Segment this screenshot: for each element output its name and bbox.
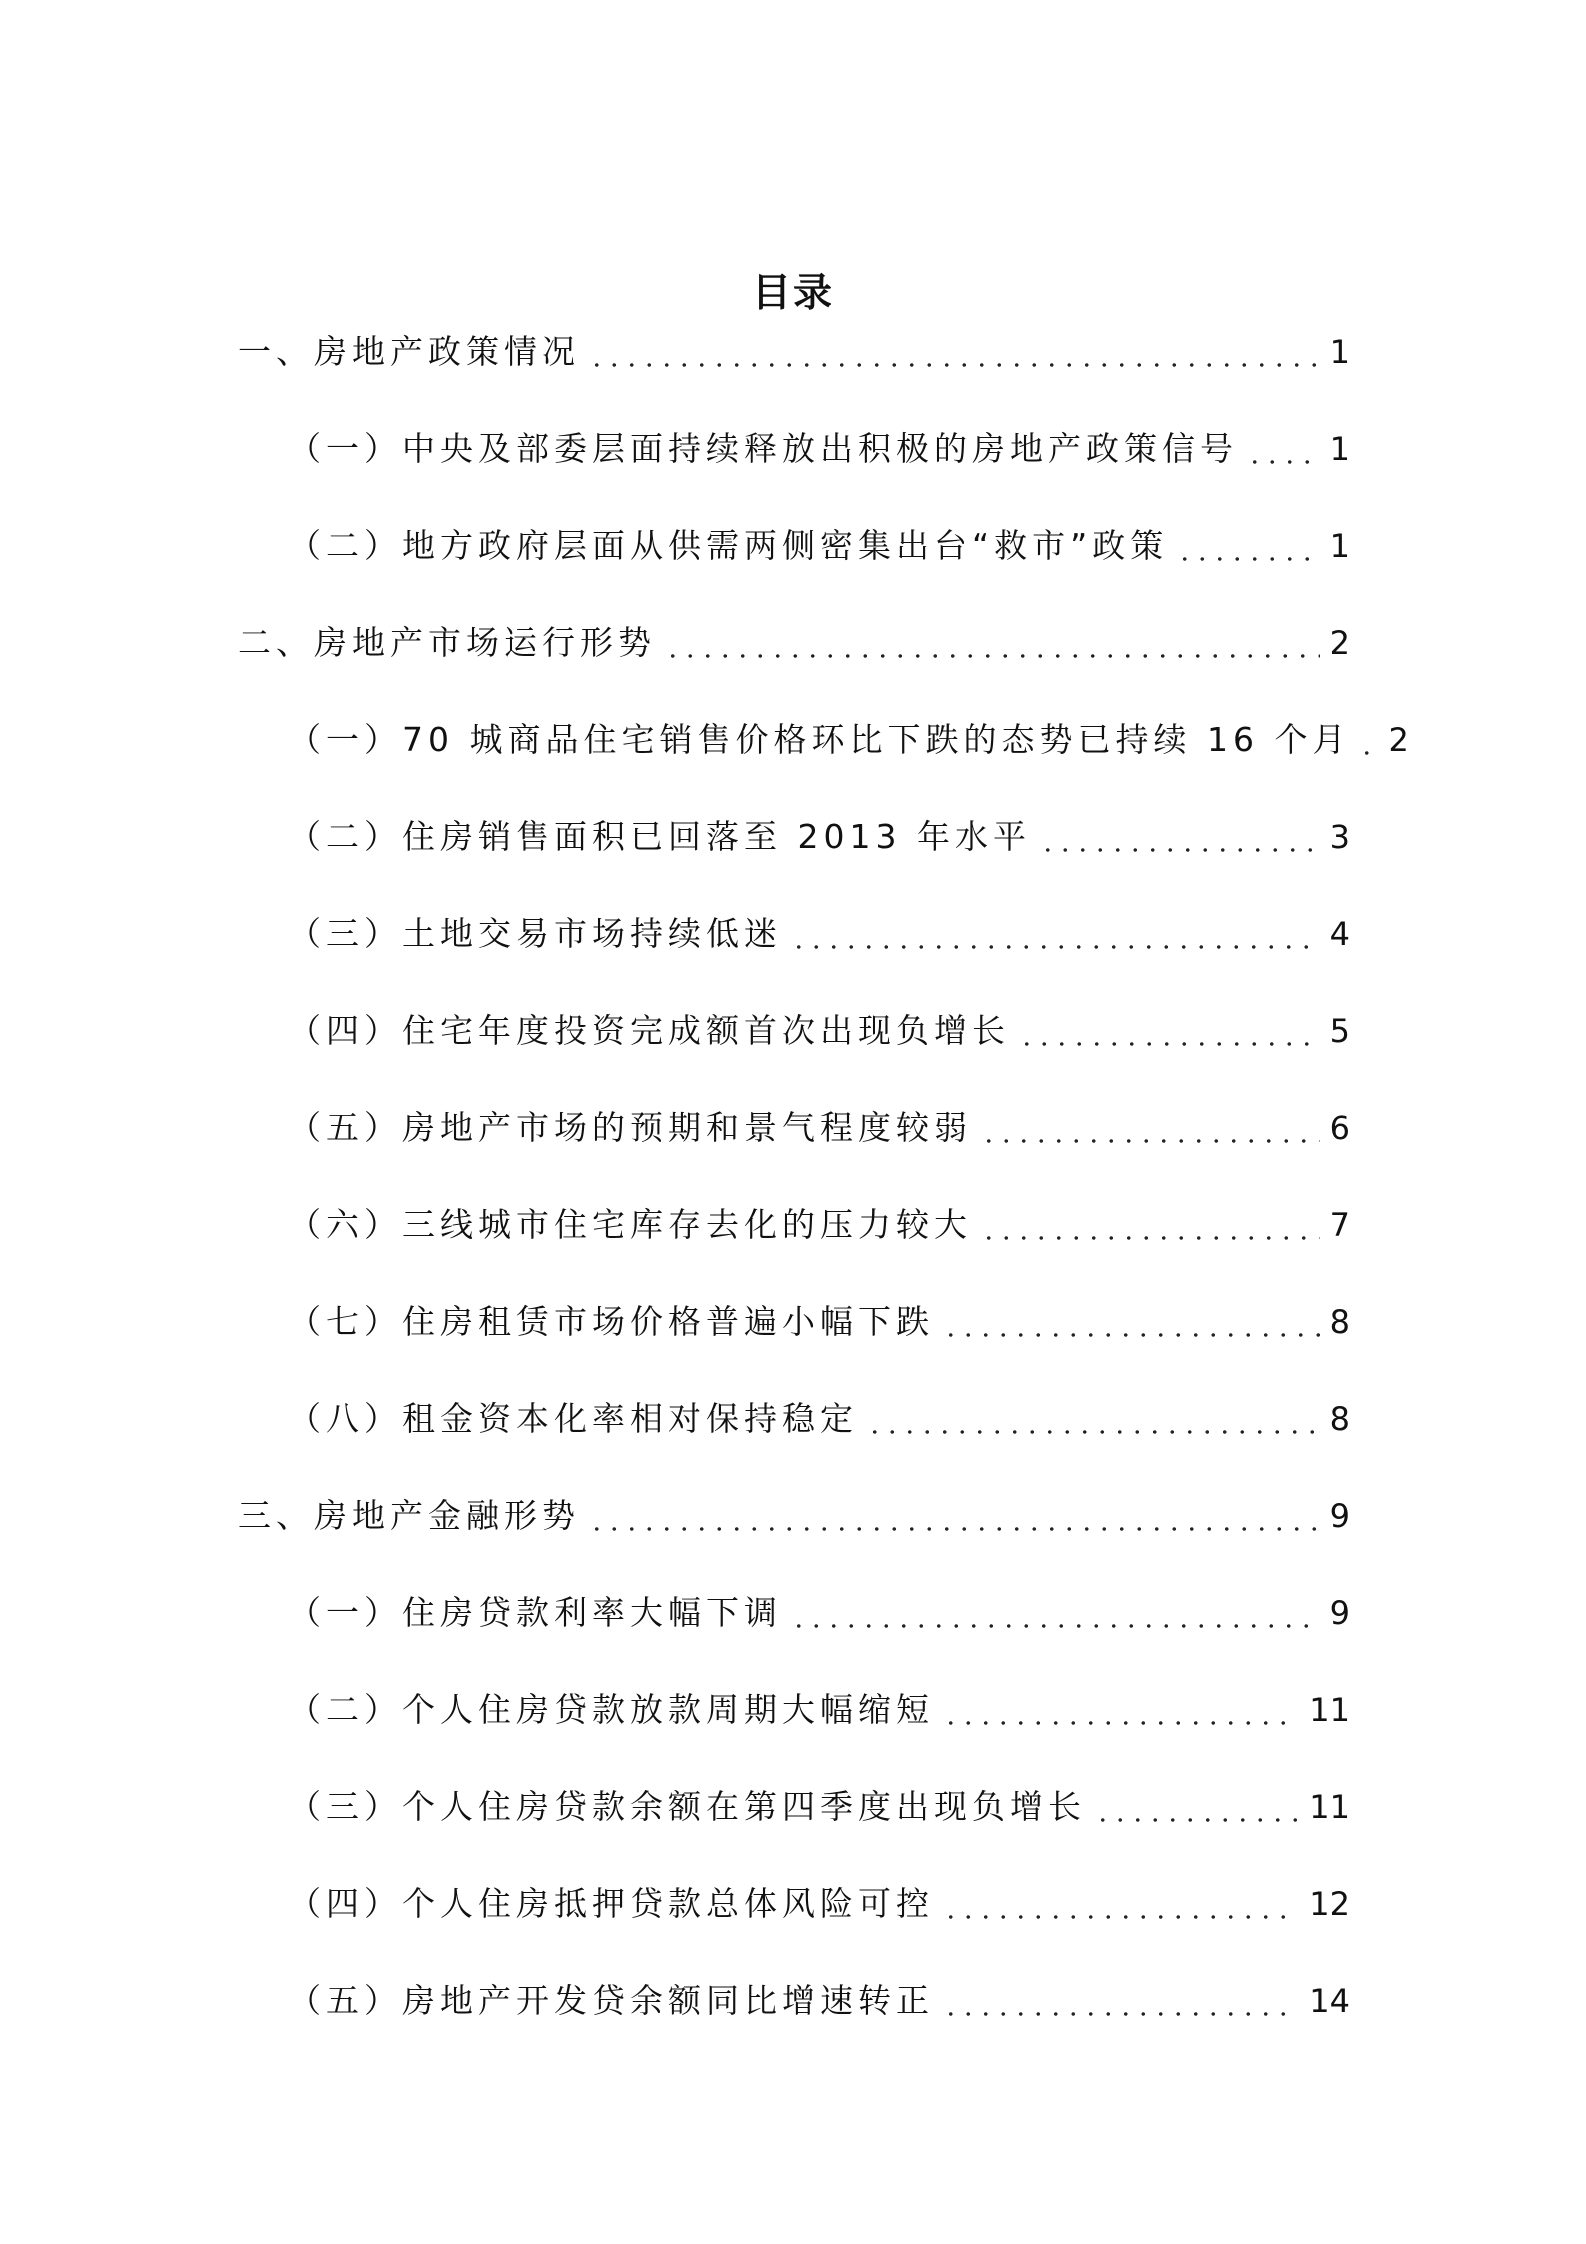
toc-entry-1[interactable] xyxy=(0,320,1586,380)
toc-entry-1-1[interactable] xyxy=(0,417,1586,477)
toc-page-number: 8 xyxy=(1329,1400,1350,1438)
toc-dot-leader xyxy=(1018,1042,1320,1046)
toc-page-number: 6 xyxy=(1329,1109,1350,1147)
toc-entry-text: （四）个人住房抵押贷款总体风险可控 xyxy=(288,1884,934,1923)
toc-entry-text: （一）中央及部委层面持续释放出积极的房地产政策信号 xyxy=(288,429,1238,468)
toc-entry-3-3[interactable] xyxy=(0,1775,1586,1835)
toc-dot-leader xyxy=(980,1139,1320,1143)
toc-page-number: 14 xyxy=(1309,1982,1350,2020)
toc-entry-text: （六）三线城市住宅库存去化的压力较大 xyxy=(288,1205,972,1244)
toc-entry-3-2[interactable] xyxy=(0,1678,1586,1738)
toc-entry-1-2[interactable] xyxy=(0,514,1586,574)
toc-dot-leader xyxy=(866,1430,1320,1434)
toc-title: 目录 xyxy=(751,271,834,317)
toc-entry-2-2[interactable] xyxy=(0,805,1586,865)
toc-dot-leader xyxy=(942,2012,1299,2016)
toc-dot-leader xyxy=(790,945,1320,949)
toc-entry-text: （七）住房租赁市场价格普遍小幅下跌 xyxy=(288,1302,934,1341)
toc-entry-text: （一）住房贷款利率大幅下调 xyxy=(288,1593,782,1632)
toc-page-number: 4 xyxy=(1329,915,1350,953)
toc-entry-3[interactable] xyxy=(0,1484,1586,1544)
toc-entry-text: （五）房地产市场的预期和景气程度较弱 xyxy=(288,1108,972,1147)
toc-dot-leader xyxy=(1039,848,1320,852)
toc-entry-3-1[interactable] xyxy=(0,1581,1586,1641)
toc-page-number: 2 xyxy=(1388,721,1409,759)
toc-dot-leader xyxy=(588,363,1320,367)
toc-dot-leader xyxy=(942,1721,1299,1725)
toc-dot-leader xyxy=(664,654,1320,658)
toc-entry-text: （三）个人住房贷款余额在第四季度出现负增长 xyxy=(288,1787,1086,1826)
toc-entry-3-5[interactable] xyxy=(0,1969,1586,2029)
toc-dot-leader xyxy=(980,1236,1320,1240)
toc-page-number: 5 xyxy=(1329,1012,1350,1050)
toc-entry-text: （二）住房销售面积已回落至 2013 年水平 xyxy=(288,817,1031,856)
toc-page-number: 9 xyxy=(1329,1594,1350,1632)
toc-dot-leader xyxy=(1246,460,1320,464)
toc-page-number: 8 xyxy=(1329,1303,1350,1341)
toc-entry-text: （三）土地交易市场持续低迷 xyxy=(288,914,782,953)
toc-entry-text: 一、房地产政策情况 xyxy=(238,332,580,371)
toc-entry-2-8[interactable] xyxy=(0,1387,1586,1447)
toc-entry-text: 三、房地产金融形势 xyxy=(238,1496,580,1535)
toc-dot-leader xyxy=(942,1915,1299,1919)
toc-dot-leader xyxy=(1176,557,1319,561)
toc-entry-3-4[interactable] xyxy=(0,1872,1586,1932)
toc-entry-text: （二）个人住房贷款放款周期大幅缩短 xyxy=(288,1690,934,1729)
toc-page-number: 1 xyxy=(1329,430,1350,468)
toc-page-number: 3 xyxy=(1329,818,1350,856)
toc-page-number: 1 xyxy=(1329,333,1350,371)
toc-entry-2[interactable] xyxy=(0,611,1586,671)
toc-page-number: 12 xyxy=(1309,1885,1350,1923)
toc-entry-text: （二）地方政府层面从供需两侧密集出台“救市”政策 xyxy=(288,526,1169,565)
toc-page-number: 9 xyxy=(1329,1497,1350,1535)
toc-entry-2-6[interactable] xyxy=(0,1193,1586,1253)
toc-entry-2-4[interactable] xyxy=(0,999,1586,1059)
toc-page-number: 11 xyxy=(1309,1691,1350,1729)
toc-entry-2-1[interactable] xyxy=(0,708,1586,768)
toc-dot-leader xyxy=(942,1333,1320,1337)
toc-dot-leader xyxy=(1094,1818,1299,1822)
toc-entry-2-5[interactable] xyxy=(0,1096,1586,1156)
toc-entry-text: 二、房地产市场运行形势 xyxy=(238,623,656,662)
toc-entry-text: （八）租金资本化率相对保持稳定 xyxy=(288,1399,858,1438)
toc-page-number: 2 xyxy=(1329,624,1350,662)
toc-entry-2-7[interactable] xyxy=(0,1290,1586,1350)
toc-entry-text: （一）70 城商品住宅销售价格环比下跌的态势已持续 16 个月 xyxy=(288,720,1351,759)
toc-page-number: 11 xyxy=(1309,1788,1350,1826)
toc-entry-2-3[interactable] xyxy=(0,902,1586,962)
toc-page-number: 7 xyxy=(1329,1206,1350,1244)
toc-dot-leader xyxy=(588,1527,1320,1531)
toc-entry-text: （四）住宅年度投资完成额首次出现负增长 xyxy=(288,1011,1010,1050)
toc-page-number: 1 xyxy=(1329,527,1350,565)
toc-dot-leader xyxy=(790,1624,1320,1628)
toc-entry-text: （五）房地产开发贷余额同比增速转正 xyxy=(288,1981,934,2020)
toc-dot-leader xyxy=(1358,751,1378,755)
